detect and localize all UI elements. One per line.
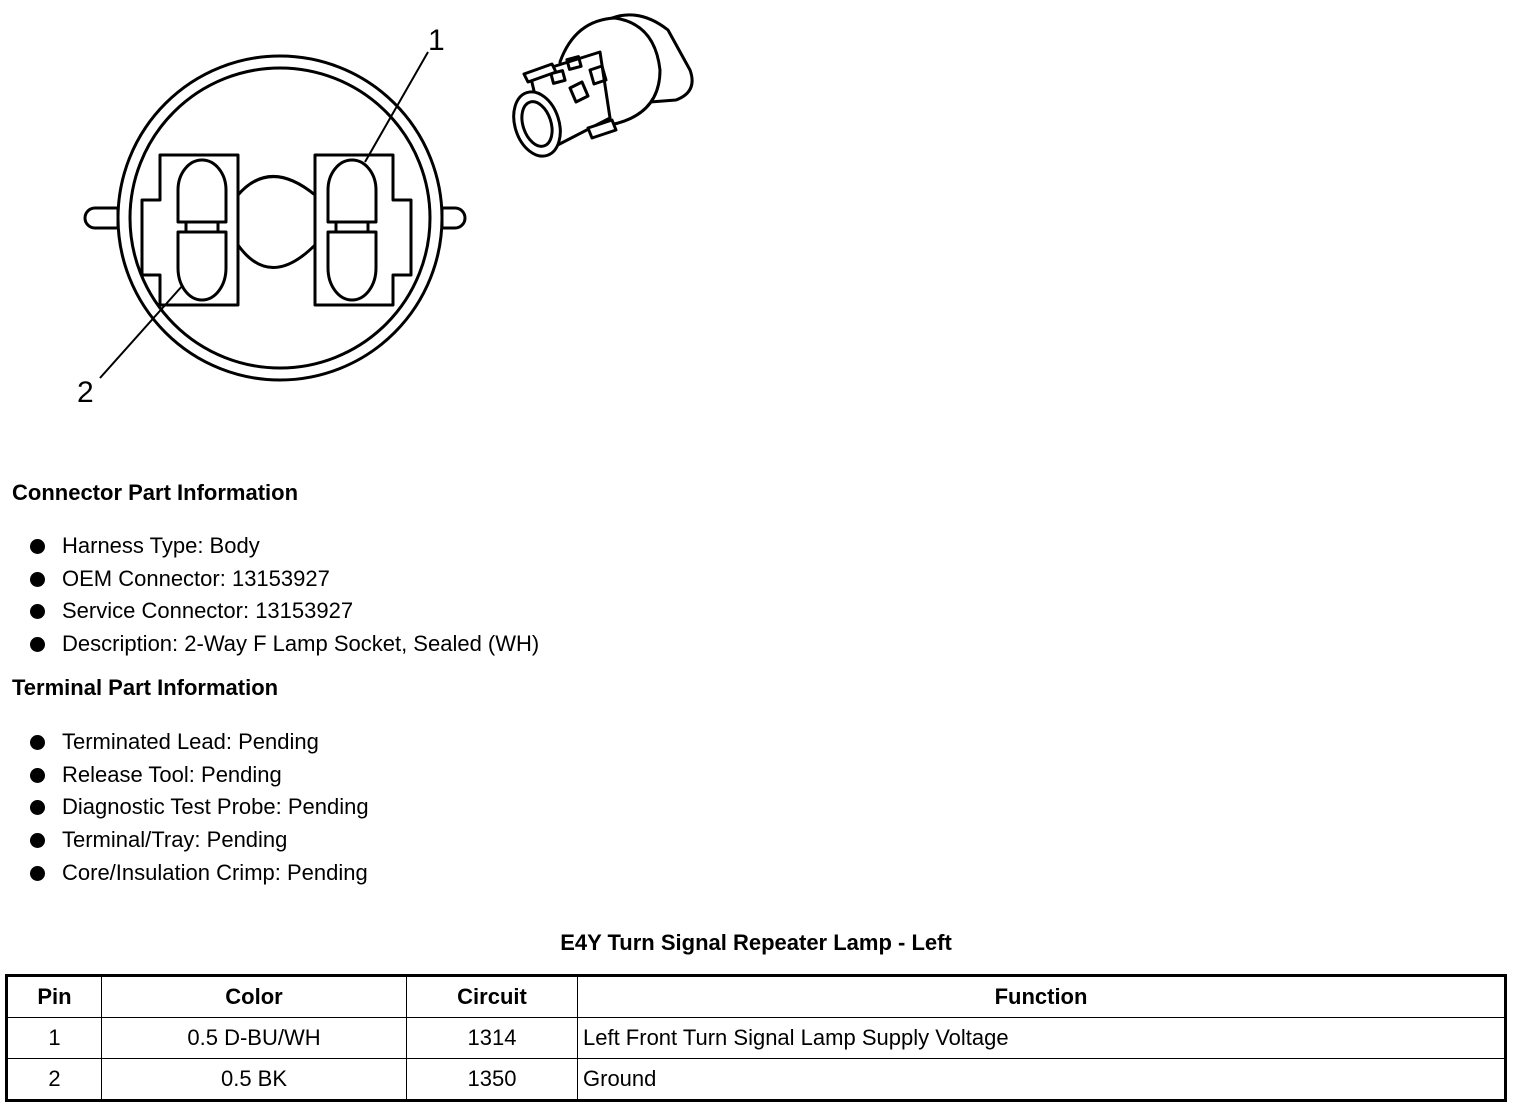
header-color: Color — [102, 976, 407, 1018]
terminal-info-heading: Terminal Part Information — [12, 675, 279, 700]
table-row — [7, 1018, 1506, 1059]
table-header-row — [7, 976, 1506, 1018]
callout-2-label: 2 — [77, 376, 94, 409]
lamp-socket-icon — [506, 15, 692, 162]
list-item: Service Connector: 13153927 — [30, 595, 539, 628]
table-title: E4Y Turn Signal Repeater Lamp - Left — [560, 930, 952, 955]
cell-function: Left Front Turn Signal Lamp Supply Voltage — [578, 1018, 1506, 1059]
cell-circuit: 1350 — [407, 1059, 578, 1101]
connector-info-heading: Connector Part Information — [12, 480, 299, 505]
header-circuit: Circuit — [407, 976, 578, 1018]
connector-diagram — [0, 0, 720, 420]
connector-info-list — [30, 530, 539, 661]
pinout-table — [5, 974, 1507, 1102]
list-item: Diagnostic Test Probe: Pending — [30, 791, 369, 824]
cell-function: Ground — [578, 1059, 1506, 1101]
cell-pin: 1 — [7, 1018, 102, 1059]
list-item: OEM Connector: 13153927 — [30, 563, 539, 596]
list-item: Terminated Lead: Pending — [30, 726, 369, 759]
cell-circuit: 1314 — [407, 1018, 578, 1059]
list-item: Core/Insulation Crimp: Pending — [30, 857, 369, 890]
list-item: Terminal/Tray: Pending — [30, 824, 369, 857]
list-item: Release Tool: Pending — [30, 759, 369, 792]
cell-color: 0.5 BK — [102, 1059, 407, 1101]
cell-color: 0.5 D-BU/WH — [102, 1018, 407, 1059]
header-function: Function — [578, 976, 1506, 1018]
cell-pin: 2 — [7, 1059, 102, 1101]
list-item: Description: 2-Way F Lamp Socket, Sealed (WH) — [30, 628, 539, 661]
header-pin: Pin — [7, 976, 102, 1018]
callout-1-label: 1 — [428, 24, 445, 57]
terminal-info-list — [30, 726, 369, 890]
list-item: Harness Type: Body — [30, 530, 539, 563]
table-row — [7, 1059, 1506, 1101]
